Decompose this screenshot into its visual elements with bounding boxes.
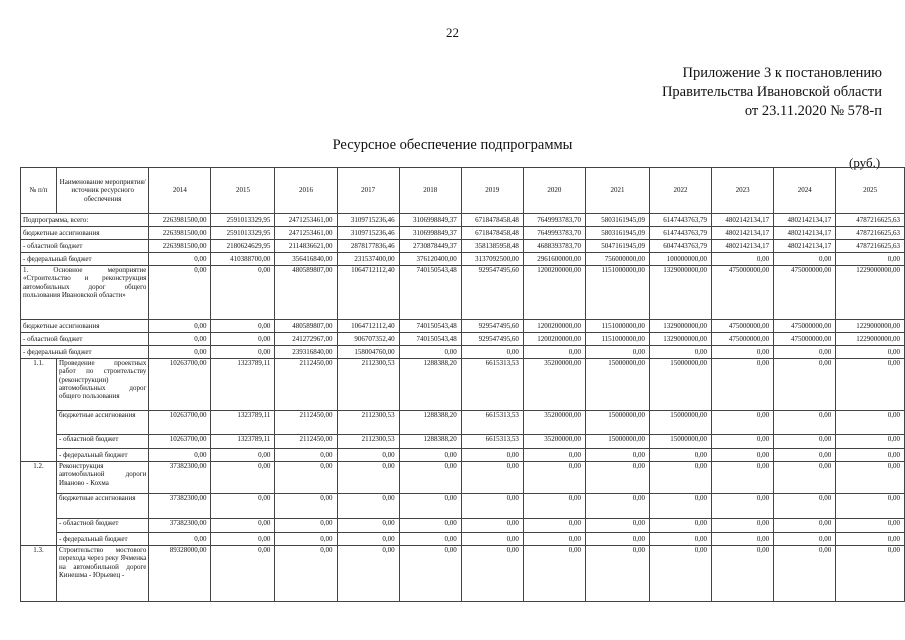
value-cell: 1151000000,00 <box>585 333 649 346</box>
appendix-line-2: Правительства Ивановской области <box>661 84 882 100</box>
row-label: бюджетные ассигнования <box>21 227 149 240</box>
row-label: - федеральный бюджет <box>21 253 149 266</box>
value-cell: 0,00 <box>836 519 905 533</box>
value-cell: 0,00 <box>649 519 711 533</box>
table-row <box>21 533 905 546</box>
col-header-year: 2022 <box>649 168 711 214</box>
col-header-year: 2015 <box>211 168 275 214</box>
value-cell: 241272967,00 <box>275 333 337 346</box>
table-row <box>21 435 905 449</box>
value-cell: 0,00 <box>275 462 337 494</box>
resource-table <box>20 167 905 602</box>
value-cell: 0,00 <box>523 494 585 519</box>
value-cell: 0,00 <box>523 546 585 602</box>
value-cell: 0,00 <box>337 519 399 533</box>
row-label: - федеральный бюджет <box>21 346 149 359</box>
value-cell: 1329000000,00 <box>649 333 711 346</box>
table-row <box>21 214 905 227</box>
value-cell: 1151000000,00 <box>585 320 649 333</box>
value-cell: 0,00 <box>712 462 774 494</box>
value-cell: 2471253461,00 <box>275 214 337 227</box>
value-cell: 0,00 <box>649 546 711 602</box>
value-cell: 1064712112,40 <box>337 266 399 320</box>
value-cell: 0,00 <box>399 546 461 602</box>
value-cell: 0,00 <box>461 546 523 602</box>
value-cell: 0,00 <box>712 494 774 519</box>
value-cell: 475000000,00 <box>712 266 774 320</box>
value-cell: 0,00 <box>774 346 836 359</box>
value-cell: 0,00 <box>774 449 836 462</box>
value-cell: 929547495,60 <box>461 320 523 333</box>
value-cell: 0,00 <box>774 494 836 519</box>
row-label: - областной бюджет <box>57 519 149 533</box>
value-cell: 0,00 <box>836 462 905 494</box>
value-cell: 3106998849,37 <box>399 227 461 240</box>
value-cell: 10263700,00 <box>149 435 211 449</box>
value-cell: 3581385958,48 <box>461 240 523 253</box>
table-body <box>21 214 905 602</box>
value-cell: 0,00 <box>712 533 774 546</box>
value-cell: 2730878449,37 <box>399 240 461 253</box>
col-header-year: 2021 <box>585 168 649 214</box>
row-label: Реконструкция автомобильной дороги Иваново - Кохма <box>57 462 149 494</box>
value-cell: 2112300,53 <box>337 359 399 411</box>
table-row <box>21 320 905 333</box>
value-cell: 0,00 <box>275 533 337 546</box>
col-header-number: № п/п <box>21 168 57 214</box>
col-header-year: 2019 <box>461 168 523 214</box>
value-cell: 1288388,20 <box>399 411 461 435</box>
table-row <box>21 519 905 533</box>
row-number: 1.3. <box>21 546 57 602</box>
value-cell: 0,00 <box>712 449 774 462</box>
table-header-row <box>21 168 905 214</box>
value-cell: 89328000,00 <box>149 546 211 602</box>
table-row <box>21 333 905 346</box>
value-cell: 2471253461,00 <box>275 227 337 240</box>
value-cell: 15000000,00 <box>649 435 711 449</box>
value-cell: 0,00 <box>149 320 211 333</box>
row-label: бюджетные ассигнования <box>21 320 149 333</box>
value-cell: 0,00 <box>211 519 275 533</box>
value-cell: 0,00 <box>149 346 211 359</box>
value-cell: 0,00 <box>211 494 275 519</box>
value-cell: 756000000,00 <box>585 253 649 266</box>
value-cell: 6147443763,79 <box>649 214 711 227</box>
value-cell: 0,00 <box>649 346 711 359</box>
value-cell: 0,00 <box>836 359 905 411</box>
value-cell: 0,00 <box>399 462 461 494</box>
appendix-line-1: Приложение 3 к постановлению <box>682 65 882 81</box>
table-row <box>21 253 905 266</box>
table-row <box>21 240 905 253</box>
value-cell: 0,00 <box>149 253 211 266</box>
value-cell: 2112300,53 <box>337 411 399 435</box>
value-cell: 37382300,00 <box>149 462 211 494</box>
value-cell: 15000000,00 <box>649 359 711 411</box>
row-label: - областной бюджет <box>21 240 149 253</box>
value-cell: 475000000,00 <box>774 333 836 346</box>
row-label: 1. Основное мероприятие «Строительство и реконструкция автомобильных дорог общего пользования Ивановской области» <box>21 266 149 320</box>
value-cell: 740150543,48 <box>399 333 461 346</box>
value-cell: 0,00 <box>649 462 711 494</box>
value-cell: 7649993783,70 <box>523 227 585 240</box>
value-cell: 376120400,00 <box>399 253 461 266</box>
appendix-line-3: от 23.11.2020 № 578-п <box>744 103 882 119</box>
row-label: - областной бюджет <box>21 333 149 346</box>
value-cell: 0,00 <box>275 519 337 533</box>
value-cell: 1323789,11 <box>211 435 275 449</box>
value-cell: 0,00 <box>461 462 523 494</box>
col-header-year: 2020 <box>523 168 585 214</box>
value-cell: 4802142134,17 <box>712 214 774 227</box>
value-cell: 0,00 <box>774 533 836 546</box>
page-number: 22 <box>446 25 459 40</box>
col-header-year: 2018 <box>399 168 461 214</box>
value-cell: 6047443763,79 <box>649 240 711 253</box>
value-cell: 0,00 <box>523 449 585 462</box>
value-cell: 1288388,20 <box>399 435 461 449</box>
value-cell: 1323789,11 <box>211 411 275 435</box>
value-cell: 0,00 <box>585 462 649 494</box>
value-cell: 0,00 <box>836 449 905 462</box>
value-cell: 4787216625,63 <box>836 240 905 253</box>
value-cell: 0,00 <box>337 546 399 602</box>
value-cell: 15000000,00 <box>585 359 649 411</box>
col-header-year: 2017 <box>337 168 399 214</box>
value-cell: 1064712112,40 <box>337 320 399 333</box>
value-cell: 0,00 <box>149 449 211 462</box>
value-cell: 0,00 <box>461 519 523 533</box>
value-cell: 0,00 <box>712 435 774 449</box>
value-cell: 0,00 <box>149 333 211 346</box>
value-cell: 1329000000,00 <box>649 266 711 320</box>
value-cell: 0,00 <box>712 546 774 602</box>
currency-unit: (руб.) <box>849 155 881 170</box>
row-label: Проведение проектных работ по строительству (реконструкции) автомобильных дорог общего пользования <box>57 359 149 411</box>
value-cell: 480589807,00 <box>275 266 337 320</box>
value-cell: 0,00 <box>585 546 649 602</box>
value-cell: 6147443763,79 <box>649 227 711 240</box>
value-cell: 1288388,20 <box>399 359 461 411</box>
table-row <box>21 266 905 320</box>
value-cell: 35200000,00 <box>523 359 585 411</box>
table-row <box>21 462 905 494</box>
value-cell: 0,00 <box>399 519 461 533</box>
value-cell: 929547495,60 <box>461 333 523 346</box>
value-cell: 0,00 <box>211 346 275 359</box>
row-label: Подпрограмма, всего: <box>21 214 149 227</box>
value-cell: 0,00 <box>461 449 523 462</box>
value-cell: 6615313,53 <box>461 411 523 435</box>
value-cell: 0,00 <box>774 519 836 533</box>
value-cell: 0,00 <box>337 494 399 519</box>
value-cell: 0,00 <box>461 533 523 546</box>
value-cell: 15000000,00 <box>585 435 649 449</box>
value-cell: 0,00 <box>275 546 337 602</box>
value-cell: 239316840,00 <box>275 346 337 359</box>
value-cell: 480589807,00 <box>275 320 337 333</box>
value-cell: 0,00 <box>337 462 399 494</box>
value-cell: 475000000,00 <box>712 333 774 346</box>
table-row <box>21 359 905 411</box>
value-cell: 0,00 <box>585 346 649 359</box>
value-cell: 0,00 <box>337 533 399 546</box>
value-cell: 0,00 <box>399 449 461 462</box>
value-cell: 0,00 <box>211 546 275 602</box>
value-cell: 1200200000,00 <box>523 333 585 346</box>
value-cell: 15000000,00 <box>649 411 711 435</box>
value-cell: 0,00 <box>149 533 211 546</box>
col-header-year: 2025 <box>836 168 905 214</box>
value-cell: 0,00 <box>585 494 649 519</box>
value-cell: 5047161945,09 <box>585 240 649 253</box>
value-cell: 2263981500,00 <box>149 227 211 240</box>
table-row <box>21 546 905 602</box>
col-header-year: 2024 <box>774 168 836 214</box>
value-cell: 2112450,00 <box>275 435 337 449</box>
value-cell: 475000000,00 <box>774 320 836 333</box>
value-cell: 0,00 <box>399 346 461 359</box>
value-cell: 2591013329,95 <box>211 214 275 227</box>
row-label: - областной бюджет <box>57 435 149 449</box>
value-cell: 0,00 <box>211 462 275 494</box>
value-cell: 740150543,48 <box>399 266 461 320</box>
value-cell: 0,00 <box>836 346 905 359</box>
value-cell: 0,00 <box>649 449 711 462</box>
value-cell: 0,00 <box>461 494 523 519</box>
value-cell: 5803161945,09 <box>585 214 649 227</box>
value-cell: 0,00 <box>774 359 836 411</box>
value-cell: 0,00 <box>585 533 649 546</box>
value-cell: 1323789,11 <box>211 359 275 411</box>
value-cell: 0,00 <box>774 411 836 435</box>
value-cell: 231537400,00 <box>337 253 399 266</box>
value-cell: 37382300,00 <box>149 494 211 519</box>
value-cell: 10263700,00 <box>149 359 211 411</box>
value-cell: 906707352,40 <box>337 333 399 346</box>
value-cell: 0,00 <box>585 449 649 462</box>
value-cell: 0,00 <box>712 253 774 266</box>
value-cell: 0,00 <box>211 320 275 333</box>
table-row <box>21 449 905 462</box>
appendix-header <box>662 64 882 121</box>
value-cell: 6718478458,48 <box>461 227 523 240</box>
value-cell: 0,00 <box>712 346 774 359</box>
value-cell: 0,00 <box>836 494 905 519</box>
value-cell: 0,00 <box>211 449 275 462</box>
value-cell: 6615313,53 <box>461 435 523 449</box>
row-label: - федеральный бюджет <box>57 533 149 546</box>
value-cell: 1329000000,00 <box>649 320 711 333</box>
value-cell: 2263981500,00 <box>149 214 211 227</box>
value-cell: 0,00 <box>836 411 905 435</box>
value-cell: 0,00 <box>774 462 836 494</box>
table-row <box>21 411 905 435</box>
value-cell: 0,00 <box>523 519 585 533</box>
value-cell: 929547495,60 <box>461 266 523 320</box>
table-row <box>21 494 905 519</box>
value-cell: 0,00 <box>461 346 523 359</box>
value-cell: 3137092500,00 <box>461 253 523 266</box>
value-cell: 1151000000,00 <box>585 266 649 320</box>
value-cell: 37382300,00 <box>149 519 211 533</box>
value-cell: 35200000,00 <box>523 435 585 449</box>
table-row <box>21 346 905 359</box>
value-cell: 4802142134,17 <box>712 240 774 253</box>
value-cell: 0,00 <box>523 462 585 494</box>
value-cell: 0,00 <box>712 359 774 411</box>
value-cell: 410388700,00 <box>211 253 275 266</box>
col-header-year: 2016 <box>275 168 337 214</box>
value-cell: 0,00 <box>211 333 275 346</box>
row-label: бюджетные ассигнования <box>57 411 149 435</box>
row-label: Строительство мостового перехода через реку Ячменка на автомобильной дороге Кинешма - Юрьевец - <box>57 546 149 602</box>
value-cell: 4787216625,63 <box>836 227 905 240</box>
value-cell: 0,00 <box>211 266 275 320</box>
value-cell: 2112300,53 <box>337 435 399 449</box>
value-cell: 0,00 <box>275 494 337 519</box>
value-cell: 0,00 <box>836 533 905 546</box>
value-cell: 0,00 <box>399 494 461 519</box>
value-cell: 475000000,00 <box>774 266 836 320</box>
value-cell: 2961600000,00 <box>523 253 585 266</box>
value-cell: 0,00 <box>712 519 774 533</box>
value-cell: 3109715236,46 <box>337 214 399 227</box>
value-cell: 5803161945,09 <box>585 227 649 240</box>
value-cell: 2112450,00 <box>275 411 337 435</box>
value-cell: 2114836621,00 <box>275 240 337 253</box>
value-cell: 158004760,00 <box>337 346 399 359</box>
value-cell: 0,00 <box>149 266 211 320</box>
value-cell: 15000000,00 <box>585 411 649 435</box>
value-cell: 6718478458,48 <box>461 214 523 227</box>
value-cell: 2591013329,95 <box>211 227 275 240</box>
col-header-year: 2023 <box>712 168 774 214</box>
value-cell: 0,00 <box>836 253 905 266</box>
value-cell: 3109715236,46 <box>337 227 399 240</box>
value-cell: 10263700,00 <box>149 411 211 435</box>
value-cell: 4688393783,70 <box>523 240 585 253</box>
table-row <box>21 227 905 240</box>
value-cell: 4802142134,17 <box>774 227 836 240</box>
value-cell: 1229000000,00 <box>836 320 905 333</box>
col-header-year: 2014 <box>149 168 211 214</box>
value-cell: 0,00 <box>774 253 836 266</box>
value-cell: 0,00 <box>649 494 711 519</box>
value-cell: 1200200000,00 <box>523 320 585 333</box>
value-cell: 2180624629,95 <box>211 240 275 253</box>
value-cell: 0,00 <box>774 546 836 602</box>
value-cell: 35200000,00 <box>523 411 585 435</box>
value-cell: 0,00 <box>337 449 399 462</box>
value-cell: 0,00 <box>649 533 711 546</box>
value-cell: 356416840,00 <box>275 253 337 266</box>
value-cell: 0,00 <box>211 533 275 546</box>
value-cell: 7649993783,70 <box>523 214 585 227</box>
value-cell: 0,00 <box>523 346 585 359</box>
value-cell: 100000000,00 <box>649 253 711 266</box>
row-number: 1.2. <box>21 462 57 546</box>
value-cell: 740150543,48 <box>399 320 461 333</box>
value-cell: 4802142134,17 <box>774 214 836 227</box>
row-label: - федеральный бюджет <box>57 449 149 462</box>
value-cell: 1200200000,00 <box>523 266 585 320</box>
value-cell: 0,00 <box>399 533 461 546</box>
value-cell: 1229000000,00 <box>836 333 905 346</box>
col-header-name: Наименование мероприятия/источник ресурсного обеспечения <box>57 168 149 214</box>
value-cell: 2112450,00 <box>275 359 337 411</box>
value-cell: 4802142134,17 <box>774 240 836 253</box>
value-cell: 4787216625,63 <box>836 214 905 227</box>
value-cell: 1229000000,00 <box>836 266 905 320</box>
value-cell: 2878177836,46 <box>337 240 399 253</box>
value-cell: 0,00 <box>774 435 836 449</box>
value-cell: 0,00 <box>275 449 337 462</box>
row-label: бюджетные ассигнования <box>57 494 149 519</box>
value-cell: 0,00 <box>836 435 905 449</box>
value-cell: 0,00 <box>836 546 905 602</box>
value-cell: 2263981500,00 <box>149 240 211 253</box>
value-cell: 0,00 <box>712 411 774 435</box>
value-cell: 0,00 <box>523 533 585 546</box>
document-title: Ресурсное обеспечение подпрограммы <box>332 137 573 153</box>
value-cell: 3106998849,37 <box>399 214 461 227</box>
value-cell: 4802142134,17 <box>712 227 774 240</box>
row-number: 1.1. <box>21 359 57 462</box>
value-cell: 0,00 <box>585 519 649 533</box>
value-cell: 6615313,53 <box>461 359 523 411</box>
value-cell: 475000000,00 <box>712 320 774 333</box>
